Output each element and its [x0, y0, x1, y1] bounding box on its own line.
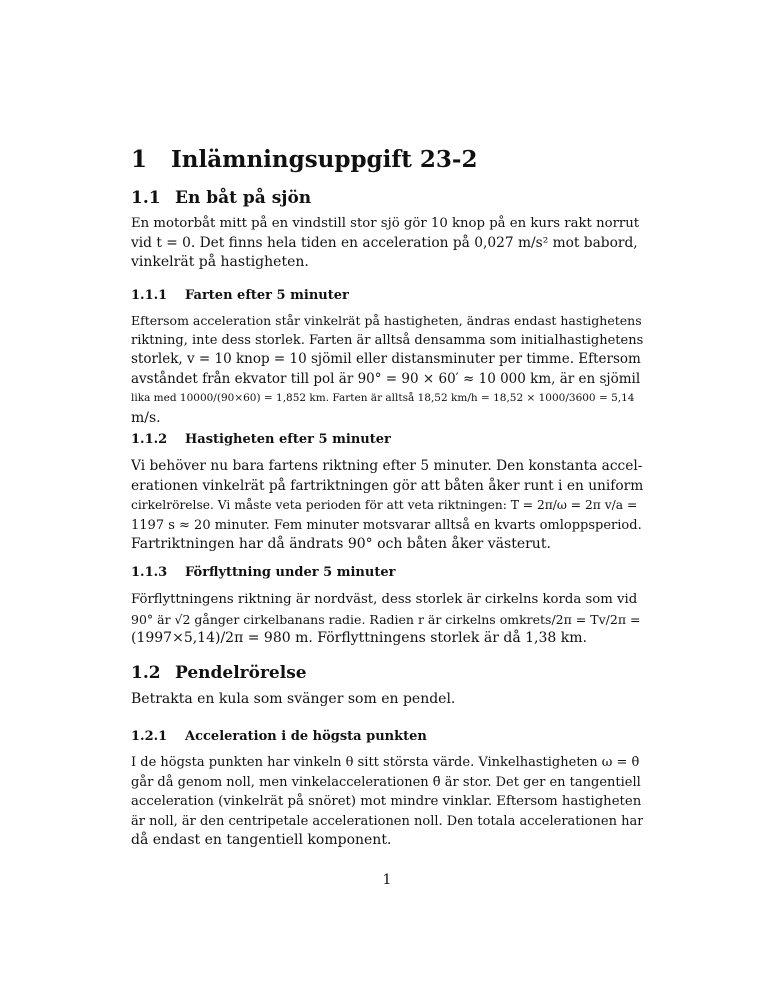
text-line: då endast en tangentiell komponent.: [131, 832, 392, 848]
text-line: avståndet från ekvator till pol är 90° = 90 × 60′ ≈ 10 000 km, är en sjömil: [131, 370, 641, 387]
text-line: erationen vinkelrät på fartriktningen gör att båten åker runt i en uniform: [131, 477, 643, 494]
text-line: lika med 10000/(90×60) = 1,852 km. Farten är alltså 18,52 km/h = 18,52 × 1000/3600 = 5,14: [131, 392, 635, 404]
paragraph-1-1-3: [131, 590, 643, 649]
paragraph-intro-1-1: [131, 214, 643, 273]
section-number: 1.2: [131, 663, 161, 683]
text-line: är noll, är den centripetale accelerationen noll. Den totala accelerationen har: [131, 813, 643, 829]
text-line: Förflyttningens riktning är nordväst, dess storlek är cirkelns korda som vid: [131, 592, 638, 607]
text-line: riktning, inte dess storlek. Farten är alltså densamma som initialhastighetens: [131, 332, 643, 348]
page-number: 1: [382, 872, 392, 888]
subsection-heading: [131, 288, 349, 303]
paragraph-intro-1-2: [131, 690, 643, 710]
text-line: I de högsta punkten har vinkeln θ sitt största värde. Vinkelhastigheten ω = θ̇: [131, 755, 640, 770]
subsection-number: 1.1.3: [131, 565, 168, 580]
subsection-heading: [131, 729, 427, 744]
text-line: storlek, v = 10 knop = 10 sjömil eller distansminuter per timme. Eftersom: [131, 351, 641, 367]
text-line: (1997×5,14)/2π = 980 m. Förflyttningens storlek är då 1,38 km.: [131, 630, 587, 646]
subsection-number: 1.1.1: [131, 288, 168, 303]
section-heading: [131, 663, 307, 683]
subsection-title: Förflyttning under 5 minuter: [185, 565, 396, 580]
subsection-heading: [131, 432, 391, 447]
text-line: Eftersom acceleration står vinkelrät på hastigheten, ändras endast hastighetens: [131, 313, 642, 328]
chapter-heading: [131, 146, 477, 173]
text-line: Betrakta en kula som svänger som en pendel.: [131, 691, 456, 707]
paragraph-1-1-1: [131, 311, 643, 428]
text-line: vid t = 0. Det finns hela tiden en acceleration på 0,027 m/s² mot babord,: [131, 234, 638, 251]
section-title: Pendelrörelse: [175, 663, 307, 683]
paragraph-1-1-2: [131, 457, 643, 555]
text-line: m/s.: [131, 409, 161, 426]
text-line: acceleration (vinkelrät på snöret) mot mindre vinklar. Eftersom hastigheten: [131, 794, 642, 809]
text-line: 90° är √2 gånger cirkelbanans radie. Radien r är cirkelns omkrets/2π = Tv/2π =: [131, 611, 641, 627]
subsection-title: Hastigheten efter 5 minuter: [185, 432, 391, 447]
text-line: En motorbåt mitt på en vindstill stor sjö gör 10 knop på en kurs rakt norrut: [131, 216, 640, 231]
text-line: cirkelrörelse. Vi måste veta perioden för att veta riktningen: T = 2π/ω = 2π v/a =: [131, 498, 638, 512]
text-line: Fartriktningen har då ändrats 90° och båten åker västerut.: [131, 536, 551, 552]
subsection-title: Acceleration i de högsta punkten: [185, 729, 427, 744]
subsection-number: 1.1.2: [131, 432, 168, 447]
subsection-number: 1.2.1: [131, 729, 168, 744]
text-line: går då genom noll, men vinkelaccelerationen θ̈ är stor. Det ger en tangentiell: [131, 774, 641, 790]
chapter-title: Inlämningsuppgift 23-2: [171, 146, 478, 173]
text-line: Vi behöver nu bara fartens riktning efter 5 minuter. Den konstanta accel-: [131, 458, 643, 474]
text-line: 1197 s ≈ 20 minuter. Fem minuter motsvarar alltså en kvarts omloppsperiod.: [131, 517, 642, 533]
section-number: 1.1: [131, 188, 161, 208]
subsection-heading: [131, 565, 395, 580]
chapter-number: 1: [131, 146, 148, 173]
paragraph-1-2-1: [131, 753, 643, 851]
section-title: En båt på sjön: [175, 188, 312, 208]
section-heading: [131, 188, 311, 208]
subsection-title: Farten efter 5 minuter: [185, 288, 349, 303]
text-line: vinkelrät på hastigheten.: [131, 254, 309, 270]
